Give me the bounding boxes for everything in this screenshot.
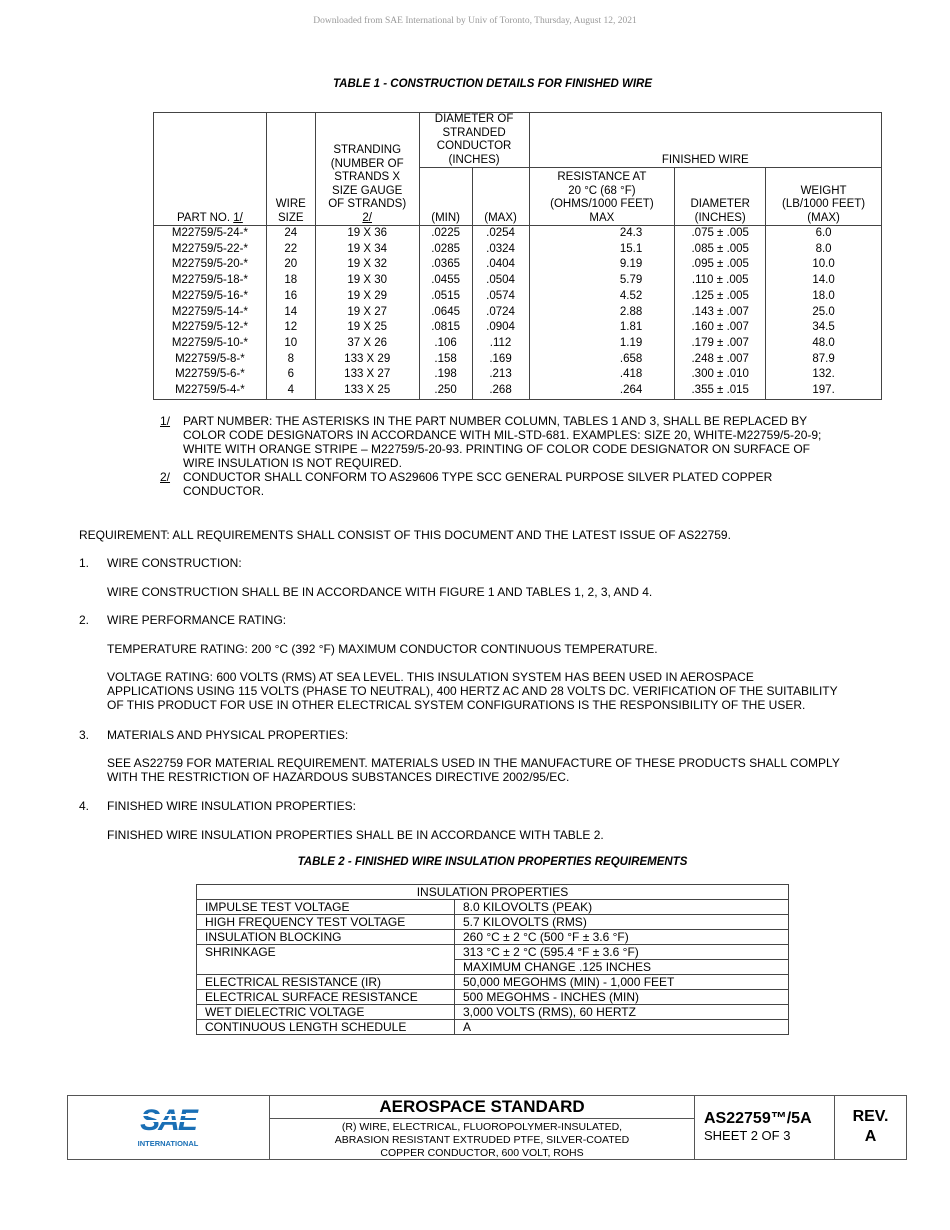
note-1-line: PART NUMBER: THE ASTERISKS IN THE PART NUMBER COLUMN, TABLES 1 AND 3, SHALL BE REPLACED BY xyxy=(183,414,808,428)
temperature-rating: TEMPERATURE RATING: 200 °C (392 °F) MAXIMUM CONDUCTOR CONTINUOUS TEMPERATURE. xyxy=(107,642,658,656)
cell-part-no: M22759/5-8-* xyxy=(154,352,267,368)
sae-logo-mark: SAE xyxy=(140,1104,196,1137)
table-row xyxy=(154,336,882,352)
col-header-diameter: DIAMETER (INCHES) xyxy=(675,168,766,226)
cell-max-diameter: .0574 xyxy=(472,289,529,305)
section-3-number: 3. xyxy=(79,728,90,742)
cell-resistance: .418 xyxy=(529,367,675,383)
cell-min-diameter: .0455 xyxy=(419,273,472,289)
cell-max-diameter: .0404 xyxy=(472,257,529,273)
col-header-finished-wire: FINISHED WIRE xyxy=(529,113,881,168)
table-row xyxy=(154,289,882,305)
cell-part-no: M22759/5-20-* xyxy=(154,257,267,273)
section-1-number: 1. xyxy=(79,556,90,570)
col-header-part-no: PART NO. 1/ xyxy=(154,113,267,226)
table-row: CONTINUOUS LENGTH SCHEDULE A xyxy=(197,1020,789,1035)
table-row xyxy=(154,273,882,289)
note-2-line: CONDUCTOR. xyxy=(183,484,265,498)
cell-resistance: .264 xyxy=(529,383,675,399)
cell-part-no: M22759/5-22-* xyxy=(154,242,267,258)
cell-part-no: M22759/5-16-* xyxy=(154,289,267,305)
note-1 xyxy=(160,414,850,470)
cell-max-diameter: .0724 xyxy=(472,304,529,320)
table-row: SHRINKAGE 313 °C ± 2 °C (595.4 °F ± 3.6 °F) xyxy=(197,945,789,960)
cell-min-diameter: .0515 xyxy=(419,289,472,305)
cell-finished-diameter: .179 ± .007 xyxy=(675,336,766,352)
col-header-max: (MAX) xyxy=(472,168,529,226)
cell-resistance: 1.19 xyxy=(529,336,675,352)
section-2-number: 2. xyxy=(79,613,90,627)
cell-part-no: M22759/5-14-* xyxy=(154,304,267,320)
table-row: WET DIELECTRIC VOLTAGE 3,000 VOLTS (RMS), 60 HERTZ xyxy=(197,1005,789,1020)
cell-max-diameter: .112 xyxy=(472,336,529,352)
cell-finished-diameter: .085 ± .005 xyxy=(675,242,766,258)
title-block xyxy=(67,1095,907,1160)
cell-weight: 34.5 xyxy=(766,320,882,336)
cell-max-diameter: .213 xyxy=(472,367,529,383)
cell-weight: 197. xyxy=(766,383,882,399)
cell-wire-size: 12 xyxy=(266,320,315,336)
section-1-text: WIRE CONSTRUCTION SHALL BE IN ACCORDANCE WITH FIGURE 1 AND TABLES 1, 2, 3, AND 4. xyxy=(107,585,653,599)
cell-weight: 18.0 xyxy=(766,289,882,305)
cell-finished-diameter: .075 ± .005 xyxy=(675,226,766,242)
note-2 xyxy=(160,470,850,498)
note-1-line: COLOR CODE DESIGNATORS IN ACCORDANCE WITH MIL-STD-681. EXAMPLES: SIZE 20, WHITE-M22759/5-20-9; xyxy=(183,428,822,442)
table-row xyxy=(154,352,882,368)
cell-weight: 14.0 xyxy=(766,273,882,289)
col-header-resistance: RESISTANCE AT 20 °C (68 °F) (OHMS/1000 FEET) MAX xyxy=(529,168,675,226)
cell-resistance: .658 xyxy=(529,352,675,368)
table-row: INSULATION BLOCKING 260 °C ± 2 °C (500 °F ± 3.6 °F) xyxy=(197,930,789,945)
cell-part-no: M22759/5-18-* xyxy=(154,273,267,289)
section-3-heading: MATERIALS AND PHYSICAL PROPERTIES: xyxy=(107,728,349,742)
table2-header: INSULATION PROPERTIES xyxy=(197,885,789,900)
cell-wire-size: 6 xyxy=(266,367,315,383)
table-row xyxy=(154,257,882,273)
col-header-weight: WEIGHT (LB/1000 FEET) (MAX) xyxy=(766,168,882,226)
table-row: HIGH FREQUENCY TEST VOLTAGE 5.7 KILOVOLTS (RMS) xyxy=(197,915,789,930)
cell-weight: 87.9 xyxy=(766,352,882,368)
col-header-stranding: STRANDING (NUMBER OF STRANDS X SIZE GAUGE OF STRANDS) 2/ xyxy=(315,113,419,226)
cell-resistance: 24.3 xyxy=(529,226,675,242)
table-row xyxy=(154,242,882,258)
cell-max-diameter: .268 xyxy=(472,383,529,399)
table1-title: TABLE 1 - CONSTRUCTION DETAILS FOR FINISHED WIRE xyxy=(332,78,652,90)
table-row: ELECTRICAL SURFACE RESISTANCE 500 MEGOHMS - INCHES (MIN) xyxy=(197,990,789,1005)
cell-stranding: 37 X 26 xyxy=(315,336,419,352)
cell-min-diameter: .106 xyxy=(419,336,472,352)
table-row xyxy=(154,367,882,383)
table-row: ELECTRICAL RESISTANCE (IR) 50,000 MEGOHMS (MIN) - 1,000 FEET xyxy=(197,975,789,990)
cell-finished-diameter: .110 ± .005 xyxy=(675,273,766,289)
cell-stranding: 133 X 27 xyxy=(315,367,419,383)
cell-max-diameter: .169 xyxy=(472,352,529,368)
cell-stranding: 19 X 27 xyxy=(315,304,419,320)
cell-max-diameter: .0254 xyxy=(472,226,529,242)
cell-part-no: M22759/5-24-* xyxy=(154,226,267,242)
cell-finished-diameter: .125 ± .005 xyxy=(675,289,766,305)
cell-finished-diameter: .355 ± .015 xyxy=(675,383,766,399)
section-3-text: SEE AS22759 FOR MATERIAL REQUIREMENT. MATERIALS USED IN THE MANUFACTURE OF THESE PRODUCTS SHALL COMPLY WITH THE RESTRICTION OF HAZARDOUS SUBSTANCES DIRECTIVE 2002/95/EC. xyxy=(107,756,840,784)
cell-min-diameter: .198 xyxy=(419,367,472,383)
download-watermark: Downloaded from SAE International by Univ of Toronto, Thursday, August 12, 2021 xyxy=(313,16,637,26)
sae-logo xyxy=(68,1096,270,1159)
cell-resistance: 9.19 xyxy=(529,257,675,273)
cell-weight: 8.0 xyxy=(766,242,882,258)
cell-wire-size: 22 xyxy=(266,242,315,258)
table-row xyxy=(154,320,882,336)
cell-wire-size: 10 xyxy=(266,336,315,352)
table-row xyxy=(154,304,882,320)
col-header-conductor-diameter: DIAMETER OF STRANDED CONDUCTOR (INCHES) xyxy=(419,113,529,168)
section-1-heading: WIRE CONSTRUCTION: xyxy=(107,556,242,570)
table-row xyxy=(154,383,882,399)
cell-resistance: 4.52 xyxy=(529,289,675,305)
insulation-properties-table xyxy=(196,884,789,1035)
cell-weight: 25.0 xyxy=(766,304,882,320)
cell-max-diameter: .0904 xyxy=(472,320,529,336)
cell-stranding: 133 X 25 xyxy=(315,383,419,399)
cell-resistance: 5.79 xyxy=(529,273,675,289)
section-2-heading: WIRE PERFORMANCE RATING: xyxy=(107,613,287,627)
cell-stranding: 133 X 29 xyxy=(315,352,419,368)
cell-weight: 6.0 xyxy=(766,226,882,242)
cell-part-no: M22759/5-6-* xyxy=(154,367,267,383)
cell-weight: 10.0 xyxy=(766,257,882,273)
cell-resistance: 1.81 xyxy=(529,320,675,336)
sae-logo-graphic xyxy=(68,1096,269,1159)
cell-max-diameter: .0504 xyxy=(472,273,529,289)
cell-stranding: 19 X 29 xyxy=(315,289,419,305)
cell-stranding: 19 X 32 xyxy=(315,257,419,273)
cell-weight: 132. xyxy=(766,367,882,383)
cell-finished-diameter: .248 ± .007 xyxy=(675,352,766,368)
cell-wire-size: 20 xyxy=(266,257,315,273)
note-1-line: WIRE INSULATION IS NOT REQUIRED. xyxy=(183,456,402,470)
cell-wire-size: 4 xyxy=(266,383,315,399)
note-2-line: CONDUCTOR SHALL CONFORM TO AS29606 TYPE SCC GENERAL PURPOSE SILVER PLATED COPPER xyxy=(183,470,773,484)
cell-finished-diameter: .300 ± .010 xyxy=(675,367,766,383)
cell-part-no: M22759/5-4-* xyxy=(154,383,267,399)
revision-value: A xyxy=(864,1128,877,1145)
cell-stranding: 19 X 36 xyxy=(315,226,419,242)
cell-wire-size: 18 xyxy=(266,273,315,289)
cell-wire-size: 14 xyxy=(266,304,315,320)
table1-notes xyxy=(160,414,850,498)
note-2-mark: 2/ xyxy=(160,470,171,484)
cell-finished-diameter: .095 ± .005 xyxy=(675,257,766,273)
cell-min-diameter: .0815 xyxy=(419,320,472,336)
col-header-wire-size: WIRE SIZE xyxy=(266,113,315,226)
cell-stranding: 19 X 25 xyxy=(315,320,419,336)
cell-part-no: M22759/5-10-* xyxy=(154,336,267,352)
note-1-mark: 1/ xyxy=(160,414,171,428)
requirement-text: REQUIREMENT: ALL REQUIREMENTS SHALL CONSIST OF THIS DOCUMENT AND THE LATEST ISSUE OF AS22759. xyxy=(79,528,731,542)
section-4-heading: FINISHED WIRE INSULATION PROPERTIES: xyxy=(107,799,356,813)
document-description: (R) WIRE, ELECTRICAL, FLUOROPOLYMER-INSULATED, ABRASION RESISTANT EXTRUDED PTFE, SILVER-COATED COPPER CONDUCTOR, 600 VOLT, ROHS xyxy=(334,1121,630,1159)
cell-weight: 48.0 xyxy=(766,336,882,352)
cell-wire-size: 8 xyxy=(266,352,315,368)
revision-label: REV. xyxy=(852,1108,889,1125)
col-header-min: (MIN) xyxy=(419,168,472,226)
document-type: AEROSPACE STANDARD xyxy=(270,1096,694,1119)
cell-min-diameter: .158 xyxy=(419,352,472,368)
table-row: MAXIMUM CHANGE .125 INCHES xyxy=(197,960,789,975)
table2-title: TABLE 2 - FINISHED WIRE INSULATION PROPERTIES REQUIREMENTS xyxy=(297,856,688,868)
section-4-number: 4. xyxy=(79,799,90,813)
table-row xyxy=(154,226,882,242)
document-number: AS22759™/5A xyxy=(704,1110,812,1127)
cell-resistance: 15.1 xyxy=(529,242,675,258)
cell-wire-size: 24 xyxy=(266,226,315,242)
cell-wire-size: 16 xyxy=(266,289,315,305)
note-1-line: WHITE WITH ORANGE STRIPE – M22759/5-20-93. PRINTING OF COLOR CODE DESIGNATOR ON SURFACE OF xyxy=(183,442,810,456)
cell-finished-diameter: .160 ± .007 xyxy=(675,320,766,336)
cell-min-diameter: .0645 xyxy=(419,304,472,320)
sae-logo-text: INTERNATIONAL xyxy=(137,1139,199,1148)
cell-part-no: M22759/5-12-* xyxy=(154,320,267,336)
sheet-number: SHEET 2 OF 3 xyxy=(704,1128,791,1143)
cell-finished-diameter: .143 ± .007 xyxy=(675,304,766,320)
cell-min-diameter: .0225 xyxy=(419,226,472,242)
cell-min-diameter: .0285 xyxy=(419,242,472,258)
table-row: IMPULSE TEST VOLTAGE 8.0 KILOVOLTS (PEAK) xyxy=(197,900,789,915)
cell-max-diameter: .0324 xyxy=(472,242,529,258)
cell-min-diameter: .0365 xyxy=(419,257,472,273)
cell-stranding: 19 X 34 xyxy=(315,242,419,258)
cell-stranding: 19 X 30 xyxy=(315,273,419,289)
cell-resistance: 2.88 xyxy=(529,304,675,320)
voltage-rating: VOLTAGE RATING: 600 VOLTS (RMS) AT SEA LEVEL. THIS INSULATION SYSTEM HAS BEEN USED IN AEROSPACE APPLICATIONS USING 115 VOLTS (PHASE TO NEUTRAL), 400 HERTZ AC AND 28 VOLTS DC. VERIFICATION OF THE SUITABILITY OF THIS PRODUCT FOR USE IN OTHER ELECTRICAL SYSTEM CONFIGURATIONS IS THE RESPONSIBILITY OF THE USER. xyxy=(107,670,838,712)
cell-min-diameter: .250 xyxy=(419,383,472,399)
construction-table xyxy=(153,112,882,400)
section-4-text: FINISHED WIRE INSULATION PROPERTIES SHALL BE IN ACCORDANCE WITH TABLE 2. xyxy=(107,828,604,842)
